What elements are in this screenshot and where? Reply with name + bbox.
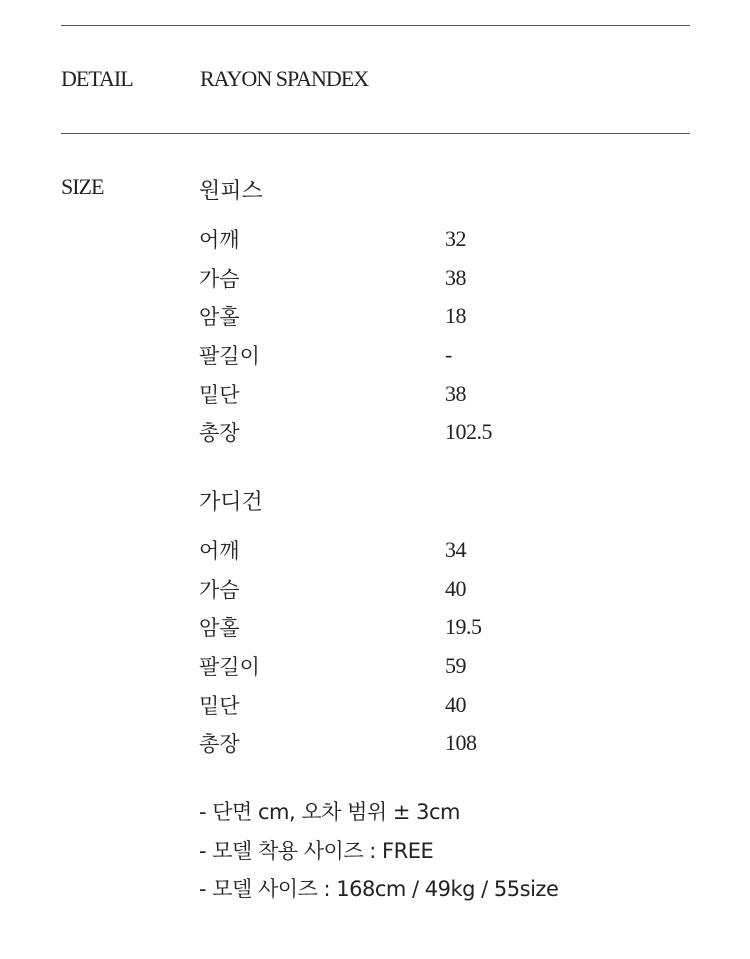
table-row bbox=[199, 413, 619, 452]
measurement-name: 어깨 bbox=[199, 539, 240, 564]
measurement-value: 59 bbox=[445, 653, 466, 679]
measurement-value: - bbox=[445, 342, 452, 368]
note-model-fitting-size: - 모델 착용 사이즈 : FREE bbox=[199, 838, 434, 863]
measurement-name: 팔길이 bbox=[199, 344, 260, 369]
measurement-name: 팔길이 bbox=[199, 655, 260, 680]
measurement-value: 32 bbox=[445, 226, 466, 252]
measurement-name: 가슴 bbox=[199, 577, 240, 602]
detail-value: RAYON SPANDEX bbox=[200, 66, 369, 91]
table-row bbox=[199, 724, 619, 763]
measurement-value: 102.5 bbox=[445, 419, 492, 445]
size-table-dress bbox=[199, 220, 619, 452]
top-divider bbox=[61, 25, 690, 26]
measurement-name: 암홀 bbox=[199, 305, 240, 330]
measurement-value: 108 bbox=[445, 730, 477, 756]
table-row bbox=[199, 608, 619, 647]
measurement-name: 암홀 bbox=[199, 616, 240, 641]
table-row bbox=[199, 531, 619, 570]
measurement-value: 38 bbox=[445, 380, 466, 406]
table-row bbox=[199, 297, 619, 336]
measurement-name: 밑단 bbox=[199, 693, 240, 718]
size-group-title-cardigan: 가디건 bbox=[199, 490, 263, 515]
measurement-name: 밑단 bbox=[199, 382, 240, 407]
table-row bbox=[199, 647, 619, 686]
measurement-value: 19.5 bbox=[445, 614, 482, 640]
measurement-value: 38 bbox=[445, 264, 466, 290]
measurement-name: 총장 bbox=[199, 421, 240, 446]
table-row bbox=[199, 570, 619, 609]
size-table-cardigan bbox=[199, 531, 619, 763]
measurement-value: 40 bbox=[445, 575, 466, 601]
measurement-value: 34 bbox=[445, 537, 466, 563]
middle-divider bbox=[61, 133, 690, 134]
measurement-value: 18 bbox=[445, 303, 466, 329]
table-row bbox=[199, 374, 619, 413]
measurement-name: 가슴 bbox=[199, 266, 240, 291]
table-row bbox=[199, 336, 619, 375]
table-row bbox=[199, 259, 619, 298]
note-model-body-size: - 모델 사이즈 : 168cm / 49kg / 55size bbox=[199, 877, 559, 902]
note-measurement-tolerance: - 단면 cm, 오차 범위 ± 3cm bbox=[199, 800, 460, 825]
size-label: SIZE bbox=[61, 174, 104, 199]
table-row bbox=[199, 685, 619, 724]
measurement-name: 어깨 bbox=[199, 228, 240, 253]
measurement-value: 40 bbox=[445, 691, 466, 717]
table-row bbox=[199, 220, 619, 259]
measurement-name: 총장 bbox=[199, 732, 240, 757]
detail-label: DETAIL bbox=[61, 66, 133, 91]
size-group-title-dress: 원피스 bbox=[199, 179, 263, 204]
size-notes bbox=[199, 792, 558, 908]
